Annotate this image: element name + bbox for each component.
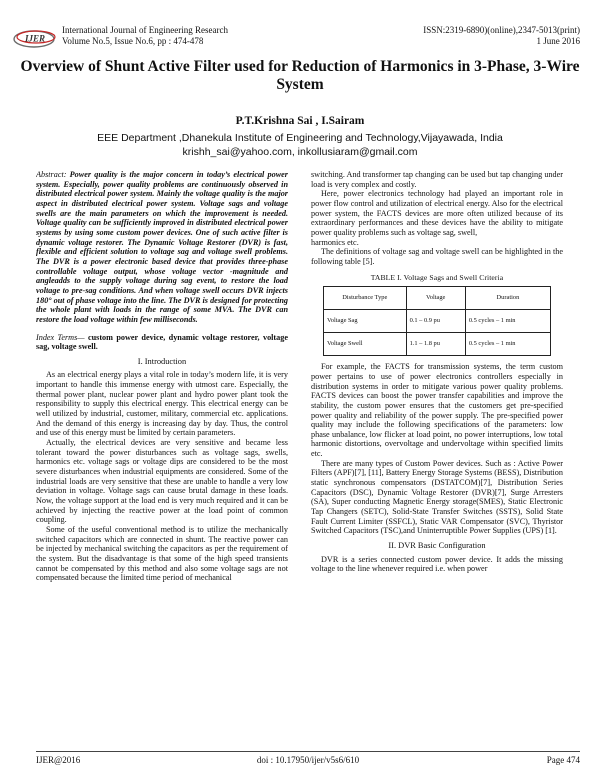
table-header-row	[324, 287, 551, 310]
issue-date: 1 June 2016	[536, 36, 580, 46]
journal-header-right	[423, 25, 580, 47]
paragraph: Here, power electronics technology had played an important role in power flow control and utilization of electrical energy. Also for the electrical power system, the FACTS devices are more often utilized because of its extraordinary performances and these devices have the ability to mitigate power quality problems such as voltage sag, swell,	[311, 189, 563, 237]
abstract-text: Power quality is the major concern in today’s electrical power system. Especially, power quality problems are continuously observed in distributed electrical power system. Mainly the voltage quality is the major aspect in distributed electrical power system. Voltage sags and voltage swells are the main parameters on which the improvement is needed. Voltage quality can be sufficiently improved in distributed electrical power systems by using some custom power devices. One of such active filter is dynamic voltage restorer. The Dynamic Voltage Restorer (DVR) is fast, flexible and efficient solution to voltage sag and voltage swell problems. The DVR is a power electronic based device that provides three-phase controllable voltage output, whose voltage vector -magnitude and angleadds to the supply voltage during sag event, to restore the load voltage to pre-sag conditions. And when voltage swell occurs DVR injects 180° out of phase voltage into the line. The DVR is designed for protecting the whole plant with loads in the range of some MVA. The DVR can restore the load voltage within few milliseconds.	[36, 170, 288, 324]
paragraph: Actually, the electrical devices are very sensitive and became less tolerant toward the power disturbances such as voltage sags, swells, harmonics etc. voltage sags or voltage dips are considered to be the most severe disturbances when industrial equipments are considered. Some of the industrial loads are very sensitive that these are unable to handle a very low deviation in voltage. Voltage sags can cause brutal damage in these loads. Now, the voltage support at the load end is very much required and it can be achieved by injecting the reactive power at the load point of common coupling.	[36, 438, 288, 525]
paragraph: There are many types of Custom Power devices. Such as : Active Power Filters (APF)[7], [11], Battery Energy Storage Systems (BESS), Distribution static synchronous compensators (DSTATCOM)[7], Distribution Series Capacitors (DSC), Dynamic Voltage Restorer (DVR)[7], Surge Arresters (SA), Super conducting Magnetic Energy storage(SMES), Static Electronic Tap Changers (SETC), Solid-State Transfer Switches (SSTS), Solid State Fault Current Limiter (SSFCL), Static VAR Compensator (SVC), Thyristor Switched Capacitors (TSC),and Uninterruptible Power Supplies (UPS) [1].	[311, 458, 563, 536]
section-heading-dvr: II. DVR Basic Configuration	[388, 541, 486, 551]
ijer-logo-icon	[12, 26, 58, 50]
paragraph: switching. And transformer tap changing can be used but tap changing under load is very complex and costly.	[311, 170, 563, 189]
index-terms-text: custom power device, dynamic voltage restorer, voltage sag, voltage swell.	[36, 332, 288, 352]
footer-copyright: IJER@2016	[36, 755, 81, 765]
paragraph: harmonics etc.	[311, 237, 359, 247]
paragraph: As an electrical energy plays a vital role in today’s modern life, it is very important to handle this immense energy with utmost care. Especially, the thermal power plant, nuclear power plant and hydro power plant took the responsibility to supply this electrical energy. This electrical energy can be well utilized by industrial, customer, military, commercial etc. applications. And the demand of this energy is increasing day by day. Thus, the control and use of this energy must be limited by certain parameters.	[36, 370, 288, 438]
issn: ISSN:2319-6890)(online),2347-5013(print)	[423, 25, 580, 35]
table-caption: TABLE I. Voltage Sags and Swell Criteria	[370, 272, 504, 282]
table-row	[324, 310, 551, 333]
footer-divider	[36, 751, 580, 752]
abstract	[36, 170, 288, 325]
paragraph: DVR is a series connected custom power device. It adds the missing voltage to the line whenever required i.e. when power	[311, 554, 563, 574]
table-cell: 0.5 cycles – 1 min	[465, 310, 550, 333]
authors: P.T.Krishna Sai , I.Sairam	[235, 115, 365, 127]
index-terms-label: Index Terms—	[36, 332, 85, 342]
table-cell: 0.5 cycles – 1 min	[465, 333, 550, 356]
logo-text: IJER	[24, 33, 46, 44]
footer-doi[interactable]: doi : 10.17950/ijer/v5s6/610	[256, 755, 360, 765]
table-cell: Voltage Swell	[324, 333, 407, 356]
paragraph: The definitions of voltage sag and voltage swell can be highlighted in the following table [5].	[311, 247, 563, 266]
paragraph: Some of the useful conventional method is to utilize the mechanically switched capacitors which are connected in shunt. The reactive power can be injected by mechanical switching the capacitors as per the requirement of the system. But the disadvantage is that some of the high speed transients cannot be compensated by this method and also some voltage sags are not compensated because the limited time period of mechanical	[36, 524, 288, 583]
journal-header	[62, 25, 228, 47]
index-terms	[36, 333, 288, 352]
journal-volume: Volume No.5, Issue No.6, pp : 474-478	[62, 36, 204, 46]
table-header-cell: Duration	[465, 287, 550, 310]
table-header-cell: Disturbance Type	[324, 287, 407, 310]
table-row	[324, 333, 551, 356]
left-column	[36, 170, 288, 750]
table-header-cell: Voltage	[406, 287, 465, 310]
right-column	[311, 170, 563, 750]
table-cell: Voltage Sag	[324, 310, 407, 333]
affiliation: EEE Department ,Dhanekula Institute of Engineering and Technology,Vijayawada, India	[97, 132, 503, 144]
table-cell: 1.1 – 1.8 pu	[406, 333, 465, 356]
table-cell: 0.1 – 0.9 pu	[406, 310, 465, 333]
abstract-label: Abstract:	[36, 170, 67, 179]
paragraph: For example, the FACTS for transmission systems, the term custom power pertains to use of power electronics controllers especially in distribution systems in order to mitigate various power quality problems. FACTS devices can boost the power transfer capabilities and improve the stability, the custom power ensures that the customers get pre-specified power quality and reliability of the power supply. The pre-specified power quality may include the following specifications of the parameters: low phase unbalance, low flicker at load point, no power interruptions, low total harmonic distortions, overvoltage and undervoltage within specified limits etc.	[311, 362, 563, 459]
page-number: Page 474	[546, 755, 580, 765]
paper-title: Overview of Shunt Active Filter used for Reduction of Harmonics in 3-Phase, 3-Wire System	[20, 58, 580, 93]
voltage-criteria-table	[323, 286, 551, 356]
journal-name: International Journal of Engineering Research	[62, 25, 228, 35]
author-emails[interactable]: krishh_sai@yahoo.com, inkollusiaram@gmail.com	[182, 146, 418, 158]
section-heading-introduction: I. Introduction	[137, 356, 187, 366]
